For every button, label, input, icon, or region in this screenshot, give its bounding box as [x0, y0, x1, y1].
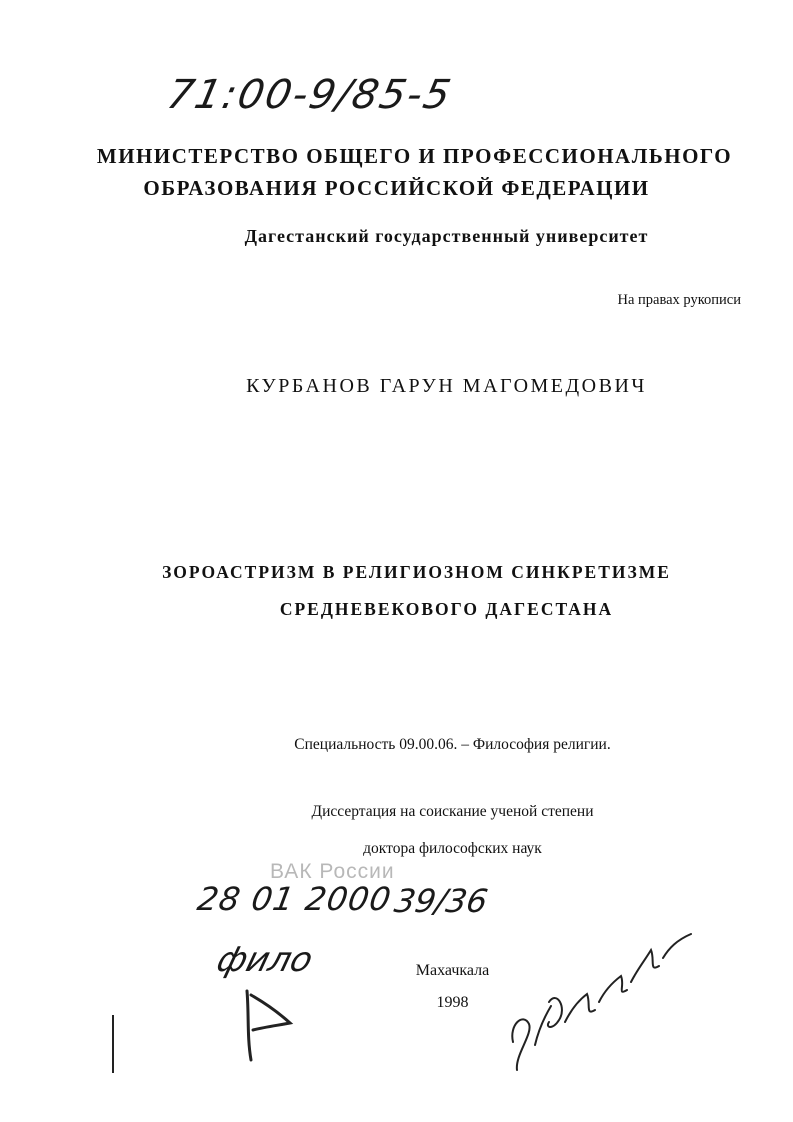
ministry-line-1: МИНИСТЕРСТВО ОБЩЕГО И ПРОФЕССИОНАЛЬНОГО [96, 144, 733, 168]
year: 1998 [436, 994, 469, 1011]
university-name: Дагестанский государственный университет [244, 226, 649, 246]
ministry-line-2: ОБРАЗОВАНИЯ РОССИЙСКОЙ ФЕДЕРАЦИИ [143, 176, 650, 200]
degree-line-2: доктора философских наук [363, 840, 542, 857]
handwritten-receipt-date: 28 01 2000 [194, 880, 395, 918]
author-name: КУРБАНОВ ГАРУН МАГОМЕДОВИЧ [246, 375, 647, 397]
manuscript-note: На правах рукописи [617, 292, 741, 308]
handwritten-initial-mark [235, 985, 305, 1065]
author-signature [505, 930, 705, 1080]
place: Махачкала [415, 962, 490, 979]
handwritten-archive-code: 71:00-9/85-5 [163, 72, 457, 118]
handwritten-remark: фило [212, 940, 318, 980]
dissertation-title-line-1: ЗОРОАСТРИЗМ В РЕЛИГИОЗНОМ СИНКРЕТИЗМЕ [162, 562, 671, 582]
handwritten-receipt-number: 39/36 [391, 882, 491, 920]
faint-stamp: ВАК России [270, 860, 395, 883]
specialty-line: Специальность 09.00.06. – Философия религии. [294, 736, 611, 753]
margin-mark [112, 1015, 114, 1073]
dissertation-title-line-2: СРЕДНЕВЕКОВОГО ДАГЕСТАНА [279, 599, 614, 619]
degree-line-1: Диссертация на соискание ученой степени [311, 803, 594, 820]
